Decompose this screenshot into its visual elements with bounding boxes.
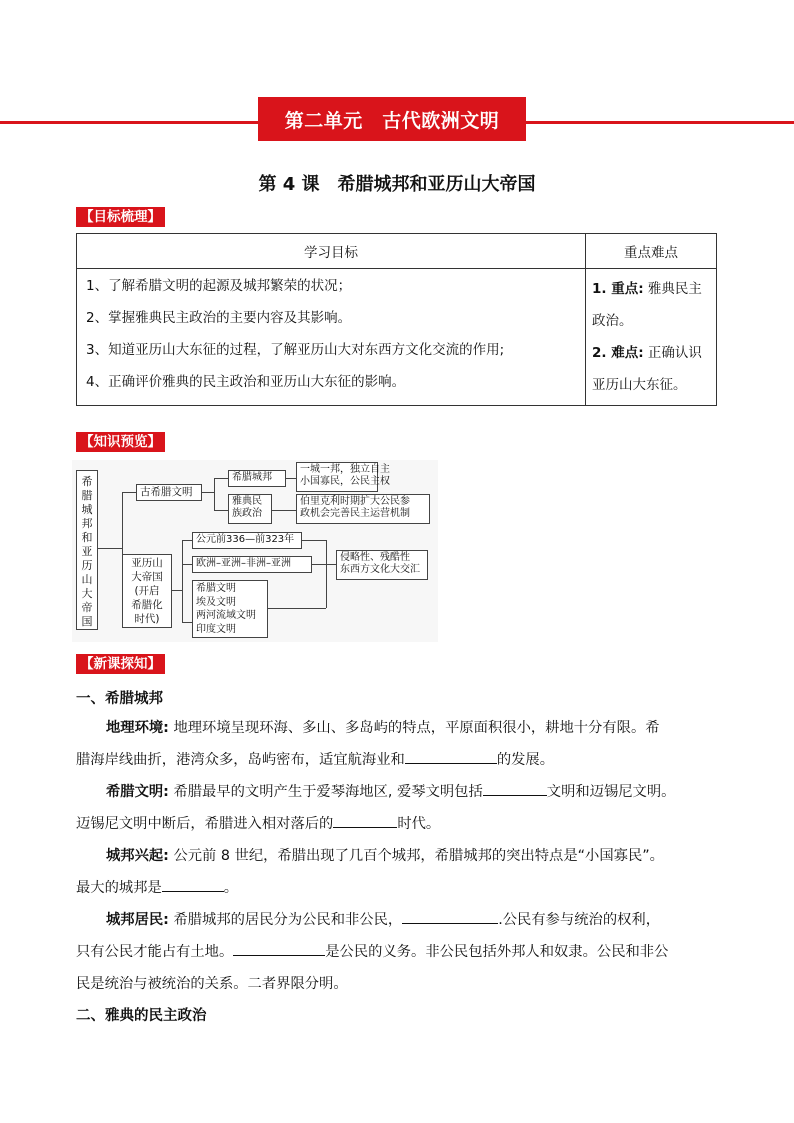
civ-paragraph: 希腊文明: 希腊最早的文明产生于爱琴海地区, 爱琴文明包括 文明和迈锡尼文明。 迈锡尼文明中断后，希腊进入相对落后的 时代。 [76,776,726,840]
diagram-empire: 亚历山 大帝国 (开启 希腊化 时代) [122,554,172,628]
key-text-cont: 政治。 [592,313,633,329]
section-tag-goals: 【目标梳理】 [76,207,165,227]
goals-cell [77,269,586,406]
fill-blank[interactable] [402,909,498,924]
difficulty-text-cont: 亚历山大东征。 [592,377,687,393]
diagram-city-state: 希腊城邦 [228,470,286,487]
key-label: 1. 重点: [592,281,644,297]
diagram-route: 欧洲–亚洲–非洲–亚洲 [192,556,312,573]
diagram-athens: 雅典民 族政治 [228,494,272,524]
fill-blank[interactable] [405,749,497,764]
knowledge-diagram [72,460,438,642]
difficulty-text: 正确认识 [643,345,702,361]
diagram-greece: 古希腊文明 [136,484,202,501]
lesson-title: 第 4 课 希腊城邦和亚历山大帝国 [258,174,536,195]
goal-item: 3、知道亚历山大东征的过程，了解亚历山大对东西方文化交流的作用; [86,342,505,358]
diagram-city-state-note: 一城一邦，独立自主 小国寡民，公民主权 [296,462,378,492]
goal-item: 1、了解希腊文明的起源及城邦繁荣的状况； [86,278,352,294]
part1-heading: 一、希腊城邦 [76,691,163,707]
goal-item: 4、正确评价雅典的民主政治和亚历山大东征的影响。 [86,374,406,390]
geo-label: 地理环境: [106,720,169,736]
geo-paragraph: 地理环境: 地理环境呈现环海、多山、多岛屿的特点，平原面积很小，耕地十分有限。希 腊海岸线曲折，港湾众多，岛屿密布，适宜航海业和 的发展。 [76,720,660,768]
residents-paragraph: 城邦居民: 希腊城邦的居民分为公民和非公民， .公民有参与统治的权利， 只有公民才能占有土地。 是公民的义务。非公民包括外邦人和奴隶。公民和非公 民是统治与被统治的关系。二者界限分明。 [76,904,726,1000]
fill-blank[interactable] [233,941,325,956]
section-tag-preview: 【知识预览】 [76,432,165,452]
fill-blank[interactable] [333,813,397,828]
part2-heading: 二、雅典的民主政治 [76,1008,207,1024]
diagram-athens-note: 伯里克利时期扩大公民参 政机会完善民主运营机制 [296,494,430,524]
diagram-years: 公元前336—前323年 [192,532,302,549]
key-header: 重点难点 [586,234,717,269]
key-text: 雅典民主 [643,281,702,297]
key-cell [586,269,717,406]
rise-paragraph: 城邦兴起: 公元前 8 世纪，希腊出现了几百个城邦，希腊城邦的突出特点是“小国寡民”。 最大的城邦是 。 [76,848,664,896]
diagram-result: 侵略性、残酷性 东西方文化大交汇 [336,550,428,580]
unit-title: 第二单元 古代欧洲文明 [258,97,526,141]
fill-blank[interactable] [162,877,224,892]
goals-header: 学习目标 [77,234,586,269]
diagram-civs: 希腊文明 埃及文明 两河流域文明 印度文明 [192,580,268,638]
section-tag-explore: 【新课探知】 [76,654,165,674]
difficulty-label: 2. 难点: [592,345,644,361]
diagram-root: 希腊城邦和亚历山大帝国 [76,470,98,630]
fill-blank[interactable] [483,781,547,796]
objectives-table [76,233,717,406]
goal-item: 2、掌握雅典民主政治的主要内容及其影响。 [86,310,352,326]
rise-label: 城邦兴起: [106,848,169,864]
civ-label: 希腊文明: [106,784,169,800]
residents-label: 城邦居民: [106,912,169,928]
